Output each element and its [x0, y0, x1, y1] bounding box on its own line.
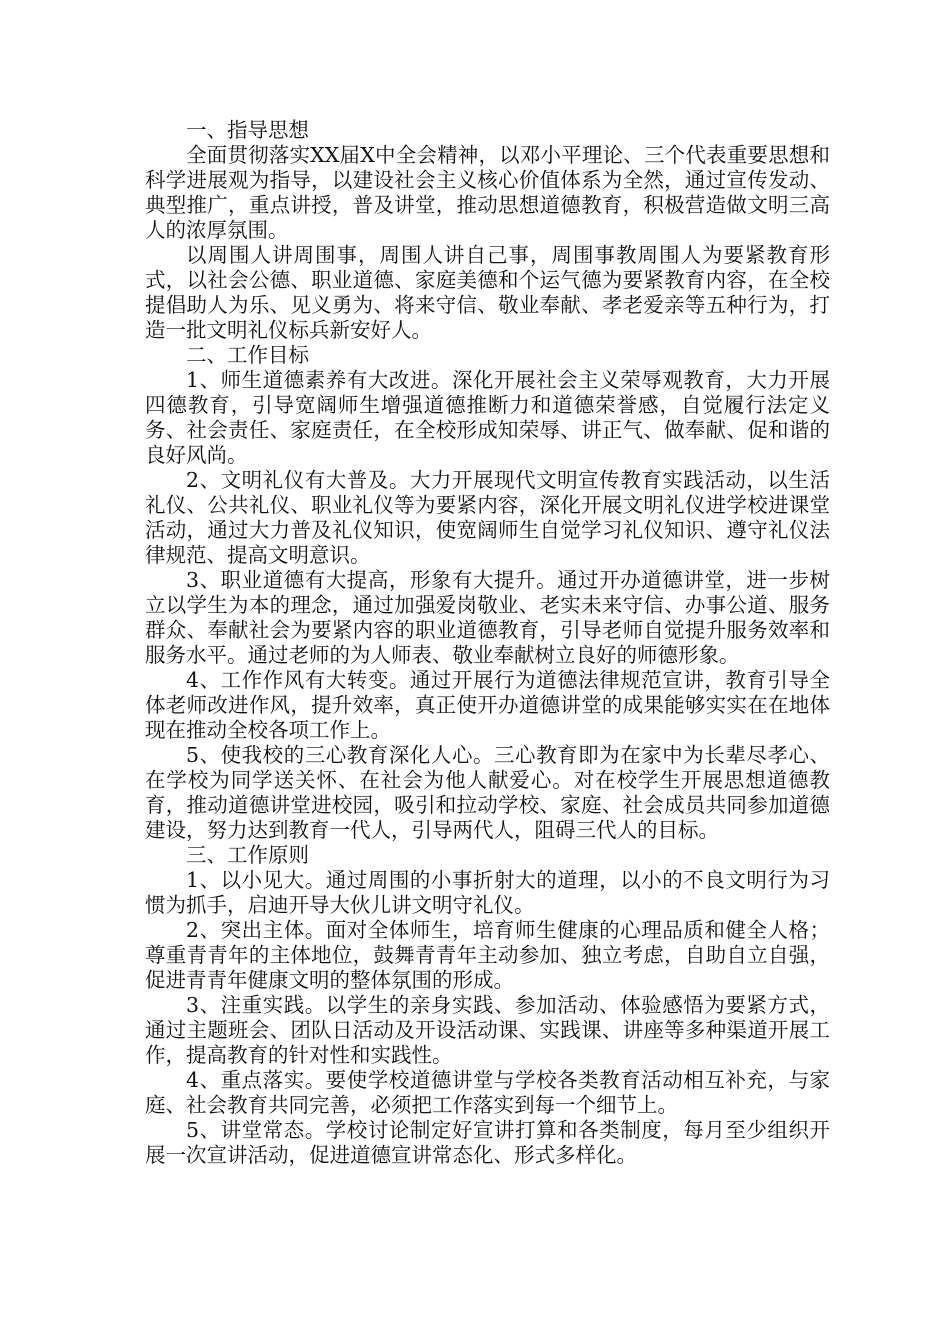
paragraph: 4、重点落实。要使学校道德讲堂与学校各类教育活动相互补充，与家庭、社会教育共同完善，必须把工作落实到每一个细节上。: [145, 1068, 830, 1117]
section-heading-guiding-ideology: 一、指导思想: [186, 118, 309, 142]
section-heading-work-principles: 三、工作原则: [186, 843, 309, 867]
paragraph: 3、注重实践。以学生的亲身实践、参加活动、体验感悟为要紧方式，通过主题班会、团队日活动及开设活动课、实践课、讲座等多种渠道开展工作，提高教育的针对性和实践性。: [145, 993, 830, 1067]
paragraph: 1、师生道德素养有大改进。深化开展社会主义荣辱观教育，大力开展四德教育，引导宽阔师生增强道德推断力和道德荣誉感，自觉履行法定义务、社会责任、家庭责任，在全校形成知荣辱、讲正气、做奉献、促和谐的良好风尚。: [145, 368, 830, 467]
paragraph: 1、以小见大。通过周围的小事折射大的道理，以小的不良文明行为习惯为抓手，启迪开导大伙儿讲文明守礼仪。: [145, 868, 830, 917]
paragraph: 5、使我校的三心教育深化人心。三心教育即为在家中为长辈尽孝心、在学校为同学送关怀、在社会为他人献爱心。对在校学生开展思想道德教育，推动道德讲堂进校园，吸引和拉动学校、家庭、社会成员共同参加道德建设，努力达到教育一代人，引导两代人，阻碍三代人的目标。: [145, 743, 830, 842]
section-heading-work-goals: 二、工作目标: [186, 343, 309, 367]
paragraph: 以周围人讲周围事，周围人讲自己事，周围事教周围人为要紧教育形式，以社会公德、职业道德、家庭美德和个运气德为要紧教育内容，在全校提倡助人为乐、见义勇为、将来守信、敬业奉献、孝老爱亲等五种行为，打造一批文明礼仪标兵新安好人。: [145, 243, 830, 342]
paragraph: 2、突出主体。面对全体师生，培育师生健康的心理品质和健全人格；尊重青青年的主体地位，鼓舞青青年主动参加、独立考虑，自助自立自强，促进青青年健康文明的整体氛围的形成。: [145, 918, 830, 992]
paragraph: 4、工作作风有大转变。通过开展行为道德法律规范宣讲，教育引导全体老师改进作风，提升效率，真正使开办道德讲堂的成果能够实实在在地体现在推动全校各项工作上。: [145, 668, 830, 742]
paragraph: 全面贯彻落实XX届X中全会精神，以邓小平理论、三个代表重要思想和科学进展观为指导，以建设社会主义核心价值体系为全然，通过宣传发动、典型推广，重点讲授，普及讲堂，推动思想道德教育，积极营造做文明三高人的浓厚氛围。: [145, 143, 830, 242]
paragraph: 2、文明礼仪有大普及。大力开展现代文明宣传教育实践活动，以生活礼仪、公共礼仪、职业礼仪等为要紧内容，深化开展文明礼仪进学校进课堂活动，通过大力普及礼仪知识，使宽阔师生自觉学习礼仪知识、遵守礼仪法律规范、提高文明意识。: [145, 468, 830, 567]
paragraph: 3、职业道德有大提高，形象有大提升。通过开办道德讲堂，进一步树立以学生为本的理念，通过加强爱岗敬业、老实未来守信、办事公道、服务群众、奉献社会为要紧内容的职业道德教育，引导老师自觉提升服务效率和服务水平。通过老师的为人师表、敬业奉献树立良好的师德形象。: [145, 568, 830, 667]
paragraph: 5、讲堂常态。学校讨论制定好宣讲打算和各类制度，每月至少组织开展一次宣讲活动，促进道德宣讲常态化、形式多样化。: [145, 1118, 830, 1167]
document-body: [145, 118, 830, 1168]
